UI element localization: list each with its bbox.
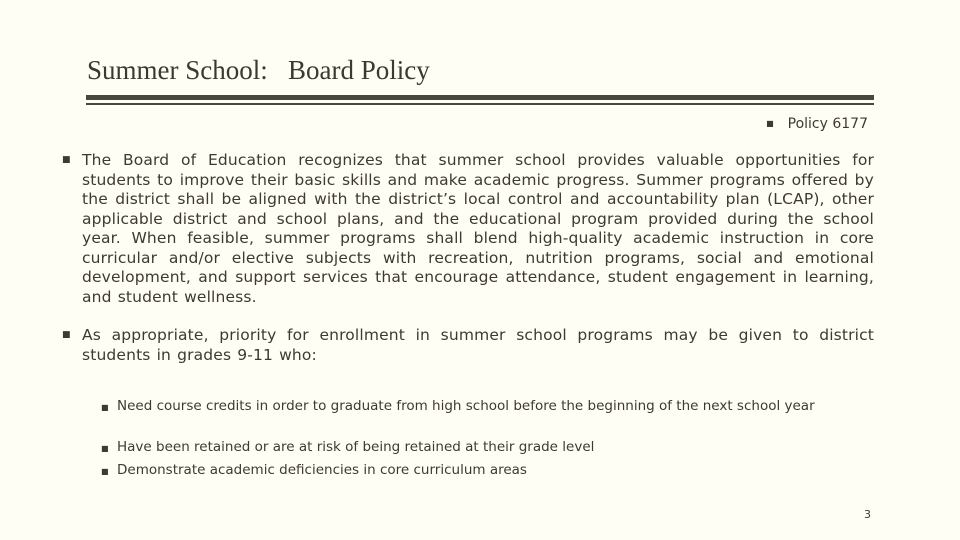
sub-bullet <box>101 439 837 456</box>
sub-bullet-text: Demonstrate academic deficiencies in core curriculum areas <box>117 462 527 478</box>
paragraph-text: The Board of Education recognizes that summer school provides valuable opportunities for students to improve their basic skills and make academic progress. Summer programs offered by the district shall be aligned with the district’s local control and accountability plan (LCAP), other applicable district and school plans, and the educational program provided during the school year. When feasible, summer programs shall blend high-quality academic instruction in core curricular and/or elective subjects with recreation, nutrition programs, social and emotional development, and support services that encourage attendance, student engagement in learning, and student wellness. <box>82 151 874 306</box>
policy-reference <box>766 116 868 132</box>
sub-bullet-text: Have been retained or are at risk of being retained at their grade level <box>117 439 595 455</box>
bullet-icon: ■ <box>101 403 109 412</box>
sub-bullet <box>101 398 837 415</box>
sub-bullet <box>101 462 837 479</box>
bullet-icon: ■ <box>62 155 71 165</box>
paragraph-text: As appropriate, priority for enrollment in summer school programs may be given to district students in grades 9-11 who: <box>82 326 874 364</box>
title-divider-thin <box>86 103 874 105</box>
paragraph-bullet <box>62 326 874 365</box>
title-divider-thick <box>86 95 874 100</box>
paragraph-bullet <box>62 151 874 307</box>
bullet-icon: ■ <box>101 444 109 453</box>
bullet-icon: ■ <box>62 330 71 340</box>
sub-bullet-text: Need course credits in order to graduate from high school before the beginning of the next school year <box>117 398 815 414</box>
policy-label: Policy 6177 <box>787 116 868 132</box>
bullet-icon: ■ <box>101 467 109 476</box>
slide-title: Summer School: Board Policy <box>87 55 430 85</box>
page-number: 3 <box>864 508 871 521</box>
bullet-icon: ■ <box>766 119 774 128</box>
